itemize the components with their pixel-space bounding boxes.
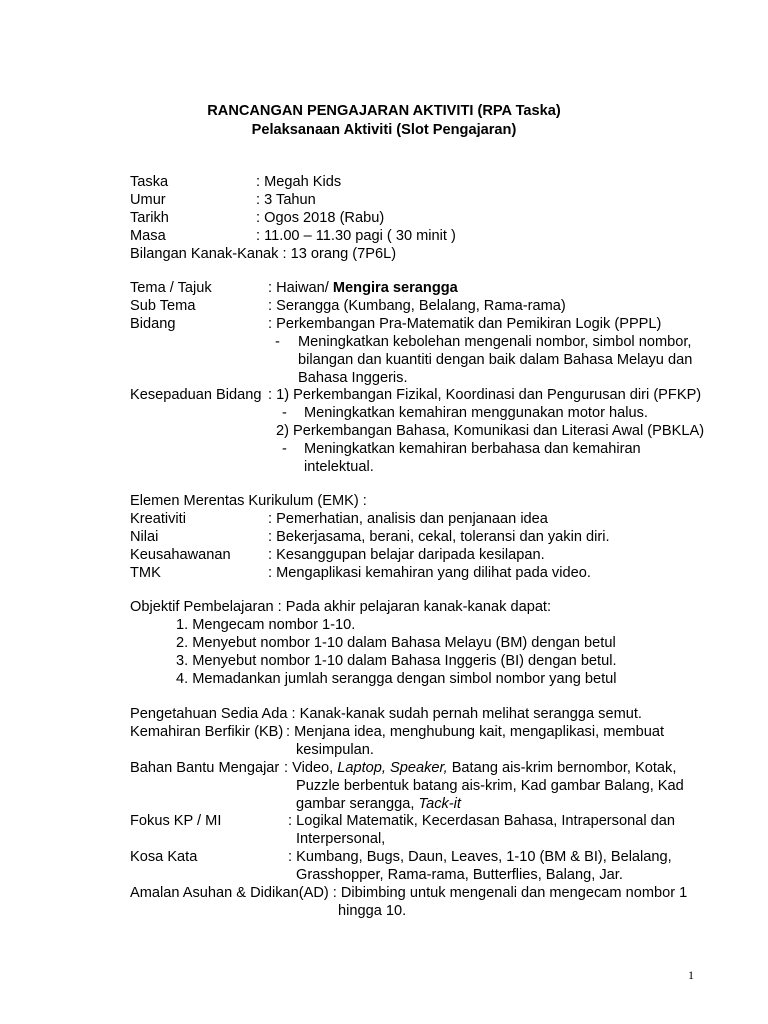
tarikh-label: Tarikh: [130, 210, 169, 226]
document-subtitle: Pelaksanaan Aktiviti (Slot Pengajaran): [251, 122, 517, 138]
objektif-item-1: 1. Mengecam nombor 1-10.: [176, 617, 356, 633]
objektif-item-4: 4. Memadankan jumlah serangga dengan simbol nombor yang betul: [176, 671, 617, 687]
masa-label: Masa: [130, 228, 166, 244]
bahan-tackit: Tack-it: [418, 796, 461, 812]
emk-heading: Elemen Merentas Kurikulum (EMK) :: [130, 493, 367, 509]
bahan-value-1: [284, 759, 676, 777]
pengetahuan-line: Pengetahuan Sedia Ada : Kanak-kanak sudah pernah melihat serangga semut.: [130, 706, 642, 722]
tema-value: [268, 279, 458, 297]
kesepaduan-label: Kesepaduan Bidang: [130, 387, 262, 403]
keusahawanan-label: Keusahawanan: [130, 547, 231, 563]
kesepaduan-item-2-dash: -: [282, 441, 287, 457]
kesepaduan-item-1-sub: Meningkatkan kemahiran menggunakan motor halus.: [304, 405, 648, 421]
amalan-line-1: Amalan Asuhan & Didikan(AD) : Dibimbing untuk mengenali dan mengecam nombor 1: [130, 885, 688, 901]
bidang-objective-line-2: bilangan dan kuantiti dengan baik dalam Bahasa Melayu dan: [298, 352, 693, 368]
bahan-value-2: Puzzle berbentuk batang ais-krim, Kad gambar Balang, Kad: [296, 778, 684, 794]
taska-label: Taska: [130, 174, 169, 190]
bidang-objective-line-1: Meningkatkan kebolehan mengenali nombor, simbol nombor,: [298, 334, 692, 350]
kesepaduan-item-2: 2) Perkembangan Bahasa, Komunikasi dan Literasi Awal (PBKLA): [276, 423, 705, 439]
nilai-label: Nilai: [130, 529, 159, 545]
tarikh-value: : Ogos 2018 (Rabu): [256, 210, 385, 226]
objektif-item-2: 2. Menyebut nombor 1-10 dalam Bahasa Melayu (BM) dengan betul: [176, 635, 616, 651]
objektif-heading: Objektif Pembelajaran : Pada akhir pelajaran kanak-kanak dapat:: [130, 599, 552, 615]
tmk-label: TMK: [130, 565, 161, 581]
bahan-video: : Video,: [284, 760, 338, 776]
kosa-label: Kosa Kata: [130, 849, 198, 865]
nilai-value: : Bekerjasama, berani, cekal, toleransi dan yakin diri.: [268, 529, 610, 545]
page-number: 1: [688, 968, 694, 982]
taska-value: : Megah Kids: [256, 174, 342, 190]
kosa-value-1: : Kumbang, Bugs, Daun, Leaves, 1-10 (BM & BI), Belalang,: [288, 849, 672, 865]
tema-value-bold: Mengira serangga: [332, 280, 458, 296]
bilangan-line: Bilangan Kanak-Kanak : 13 orang (7P6L): [130, 246, 397, 262]
fokus-value-2: Interpersonal,: [296, 831, 386, 847]
kemahiran-value-2: kesimpulan.: [296, 742, 374, 758]
kesepaduan-item-1-dash: -: [282, 405, 287, 421]
amalan-line-2: hingga 10.: [338, 903, 407, 919]
bidang-dash: -: [275, 334, 280, 350]
bahan-gambar: gambar serangga,: [296, 796, 419, 812]
tema-label: Tema / Tajuk: [130, 280, 212, 296]
bidang-value: : Perkembangan Pra-Matematik dan Pemikiran Logik (PPPL): [268, 316, 662, 332]
masa-value: : 11.00 – 11.30 pagi ( 30 minit ): [256, 228, 456, 244]
umur-label: Umur: [130, 192, 166, 208]
bidang-objective-line-3: Bahasa Inggeris.: [298, 370, 408, 386]
tema-value-prefix: : Haiwan/: [268, 280, 333, 296]
umur-value: : 3 Tahun: [256, 192, 316, 208]
subtema-value: : Serangga (Kumbang, Belalang, Rama-rama): [268, 298, 566, 314]
bahan-laptop-speaker: Laptop, Speaker,: [337, 760, 448, 776]
tmk-value: : Mengaplikasi kemahiran yang dilihat pada video.: [268, 565, 591, 581]
bidang-label: Bidang: [130, 316, 176, 332]
keusahawanan-value: : Kesanggupan belajar daripada kesilapan.: [268, 547, 545, 563]
kesepaduan-item-2-sub-2: intelektual.: [304, 459, 374, 475]
bahan-label: Bahan Bantu Mengajar: [130, 760, 280, 776]
subtema-label: Sub Tema: [130, 298, 196, 314]
kesepaduan-item-1: : 1) Perkembangan Fizikal, Koordinasi dan Pengurusan diri (PFKP): [268, 387, 702, 403]
bahan-value-3: [296, 795, 461, 813]
bahan-batang: Batang ais-krim bernombor, Kotak,: [447, 760, 677, 776]
kemahiran-value-1: : Menjana idea, menghubung kait, mengaplikasi, membuat: [286, 724, 665, 740]
document-title: RANCANGAN PENGAJARAN AKTIVITI (RPA Taska): [207, 103, 561, 119]
kesepaduan-item-2-sub-1: Meningkatkan kemahiran berbahasa dan kemahiran: [304, 441, 641, 457]
fokus-value-1: : Logikal Matematik, Kecerdasan Bahasa, Intrapersonal dan: [288, 813, 675, 829]
objektif-item-3: 3. Menyebut nombor 1-10 dalam Bahasa Inggeris (BI) dengan betul.: [176, 653, 617, 669]
kemahiran-label: Kemahiran Berfikir (KB): [130, 724, 284, 740]
kreativiti-label: Kreativiti: [130, 511, 186, 527]
fokus-label: Fokus KP / MI: [130, 813, 222, 829]
kosa-value-2: Grasshopper, Rama-rama, Butterflies, Balang, Jar.: [296, 867, 623, 883]
kreativiti-value: : Pemerhatian, analisis dan penjanaan idea: [268, 511, 548, 527]
